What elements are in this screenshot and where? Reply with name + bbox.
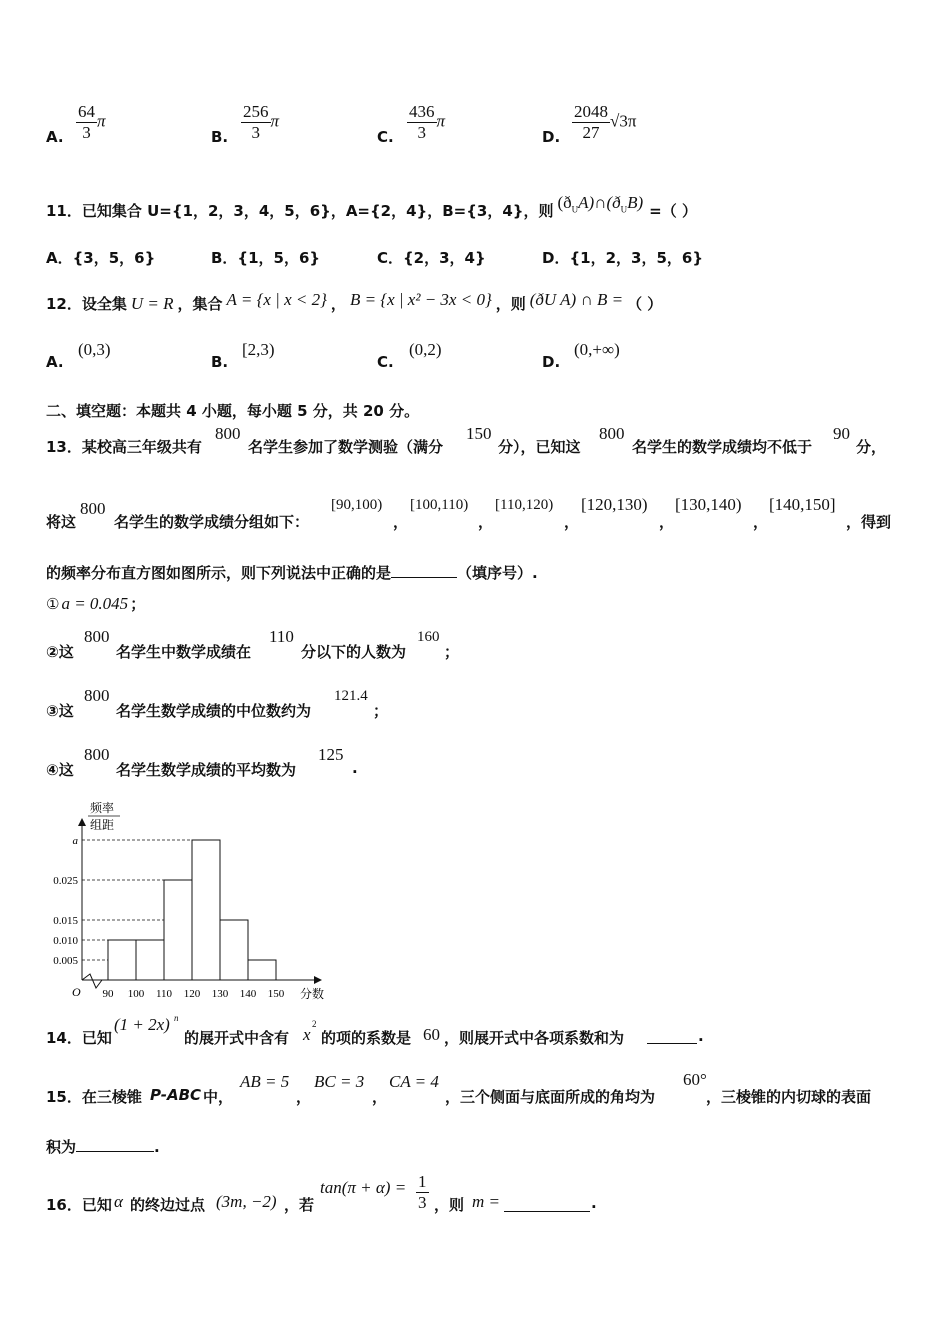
histogram-bar-4	[192, 840, 220, 980]
q10-d-value: $\frac{2048}{27}$ √3π	[574, 102, 637, 142]
y-tick-label: a	[72, 835, 78, 847]
q13-line-2: 将这 800 名学生的数学成绩分组如下： [90,100) ， [100,110) ， [110,120) ， [120,130) ， [130,140) ， [140,150] ，得到	[46, 495, 892, 531]
x-label: 分数	[300, 987, 325, 1001]
histogram-bar-1	[108, 940, 136, 980]
q11-option-d: D．{1，2，3，5，6}	[542, 249, 703, 267]
histogram-bar-5	[220, 920, 248, 980]
q12-a-value: (0,3)	[78, 340, 111, 359]
histogram-bar-6	[248, 960, 276, 980]
q11-option-c: C．{2，3，4}	[377, 249, 486, 267]
q12-options	[46, 340, 906, 370]
axis-break-mark	[82, 974, 102, 988]
q10-c-label: C.	[377, 128, 394, 146]
q12-stem: 12．设全集 U = R ，集合 A = {x | x < 2} ， B = {x | x² − 3x < 0} ，则 (ðU A) ∩ B = （ ）	[46, 290, 663, 313]
q13-statement-3: ③这 800 名学生数学成绩的中位数约为 121.4 ；	[46, 686, 389, 720]
histogram-bar-2	[136, 940, 164, 980]
q13-statement-1: ① a = 0.045 ；	[46, 594, 146, 613]
group-3: [110,120)	[495, 497, 554, 513]
origin-label: O	[72, 985, 81, 999]
group-4: [120,130)	[581, 495, 648, 514]
y-label-top: 频率	[90, 801, 115, 815]
q16-line: 16．已知 α 的终边过点 (3m, −2) ，若 tan(π + α) = $\frac{1}{3}$ ，则 m = .	[46, 1172, 597, 1214]
q10-b-value: $\frac{256}{3}$ π	[243, 102, 280, 142]
q15-line-2: 积为 .	[46, 1138, 160, 1156]
group-1: [90,100)	[331, 497, 383, 513]
q10-d-label: D.	[542, 128, 561, 146]
q12-c-label: C.	[377, 353, 394, 371]
x-tick-label: 110	[155, 988, 173, 1000]
q12-a-label: A.	[46, 353, 64, 371]
group-6: [140,150]	[769, 495, 836, 514]
x-tick-label: 150	[267, 988, 285, 1000]
q13-line-3: 的频率分布直方图如图所示，则下列说法中正确的是 （填序号）.	[46, 564, 538, 582]
q12-d-label: D.	[542, 353, 561, 371]
q13-statement-2: ②这 800 名学生中数学成绩在 110 分以下的人数为 160 ；	[46, 627, 460, 661]
q11-option-b: B．{1，5，6}	[211, 249, 321, 267]
y-tick-label: 0.025	[53, 875, 78, 887]
q12-b-label: B.	[211, 353, 229, 371]
x-tick-label: 130	[211, 988, 229, 1000]
q10-a-label: A.	[46, 128, 64, 146]
q11-option-a: A．{3，5，6}	[46, 249, 156, 267]
group-2: [100,110)	[410, 497, 469, 513]
y-tick-label: 0.005	[53, 955, 78, 967]
y-tick-label: 0.015	[53, 915, 78, 927]
frequency-histogram	[40, 798, 340, 1008]
q12-b-value: [2,3)	[242, 340, 275, 359]
q13-line-1: 13．某校高三年级共有 800 名学生参加了数学测验（满分 150 分），已知这 800 名学生的数学成绩均不低于 90 分，	[46, 424, 887, 456]
q10-a-value: $\frac{64}{3}$ π	[78, 102, 106, 142]
x-tick-label: 100	[127, 988, 145, 1000]
group-5: [130,140)	[675, 495, 742, 514]
q10-c-value: $\frac{436}{3}$ π	[409, 102, 446, 142]
histogram-bar-3	[164, 880, 192, 980]
q13-statement-4: ④这 800 名学生数学成绩的平均数为 125 .	[46, 745, 358, 779]
y-tick-label: 0.010	[53, 935, 78, 947]
section-2-heading: 二、填空题：本题共 4 小题，每小题 5 分，共 20 分。	[46, 402, 420, 420]
q16-fraction: $\frac{1}{3}$	[418, 1172, 427, 1212]
q11-stem: 11．已知集合 U={1，2，3，4，5，6}，A={2，4}，B={3，4}，则 $(ð_UA)\cap(ð_UB)$ =（ ）	[46, 193, 697, 220]
q10-b-label: B.	[211, 128, 229, 146]
q15-line-1: 15．在三棱锥 P-ABC 中， AB = 5 ， BC = 3 ， CA = 4 ，三个侧面与底面所成的角均为 60° ，三棱锥的内切球的表面	[46, 1070, 872, 1106]
q12-d-value: (0,+∞)	[574, 340, 620, 359]
q12-c-value: (0,2)	[409, 340, 442, 359]
q14-line: 14．已知 (1 + 2x) n 的展开式中含有 x 2 的项的系数是 60 ，则展开式中各项系数和为 .	[46, 1013, 704, 1047]
x-tick-label: 90	[102, 988, 114, 1000]
x-tick-label: 120	[183, 988, 201, 1000]
x-tick-label: 140	[239, 988, 257, 1000]
y-label-bottom: 组距	[90, 818, 115, 832]
